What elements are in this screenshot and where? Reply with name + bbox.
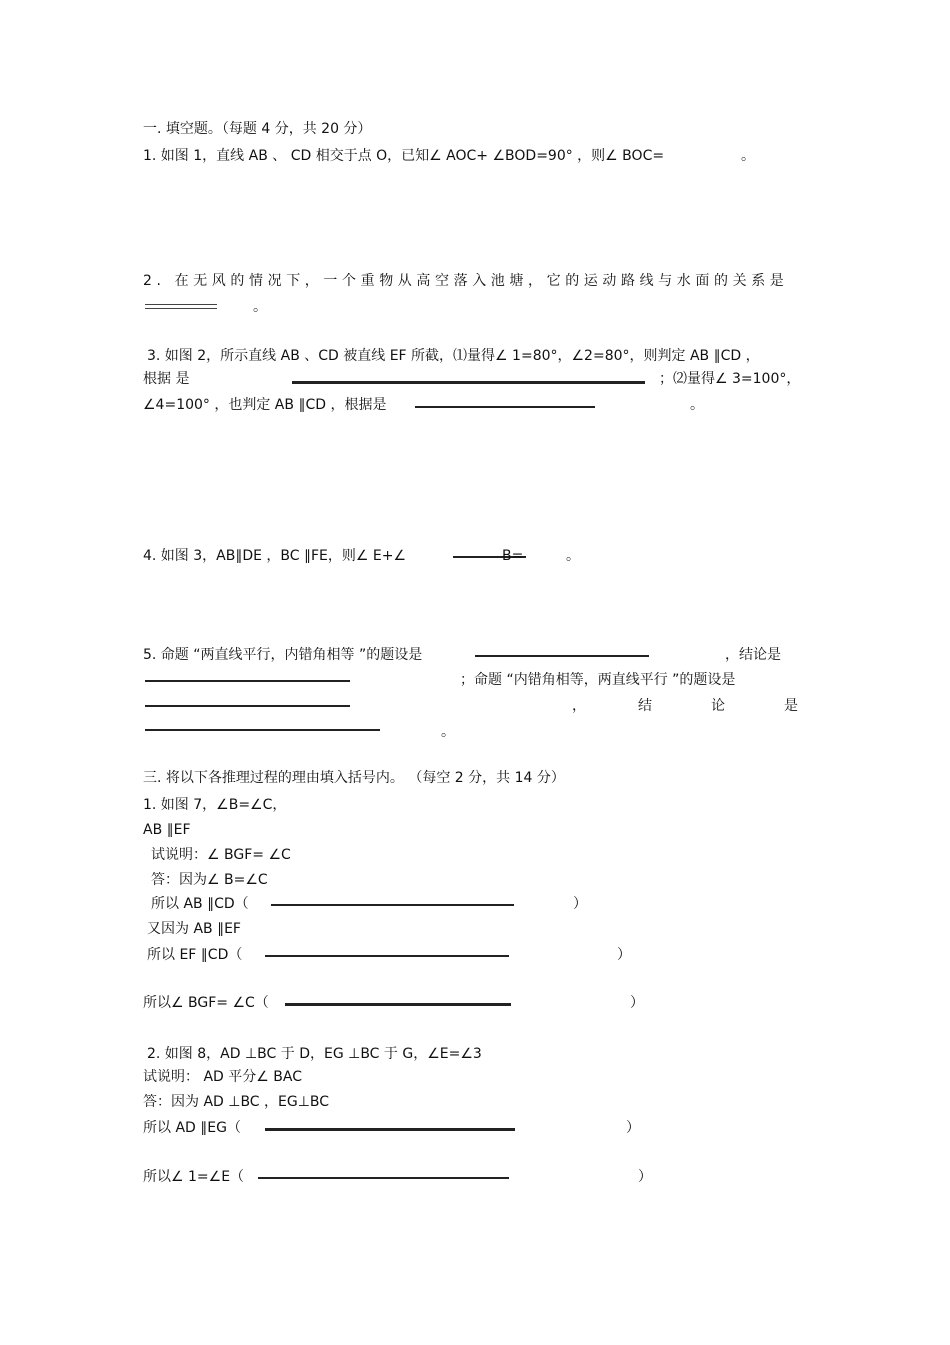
question-5-text-c: ；命题 “内错角相等，两直线平行 ”的题设是 (460, 672, 736, 688)
question-5-text-a: 5. 命题 “两直线平行，内错角相等 ”的题设是 (143, 647, 423, 663)
question-5-answer-blank-1[interactable] (475, 655, 649, 657)
question-3-end: 。 (690, 397, 704, 413)
proof-1-line5: 所以 AB ∥CD（ (151, 896, 249, 912)
proof-2-line3: 答：因为 AD ⊥BC ，EG⊥BC (143, 1094, 330, 1110)
question-2-text: 2. 在无风的情况下，一个重物从高空落入池塘，它的运动路线与水面的关系是 (143, 273, 789, 289)
question-5-end: 。 (441, 724, 455, 740)
proof-1-close-2: ） (617, 947, 631, 963)
question-3-answer-blank-1[interactable] (292, 381, 645, 384)
question-3-line1: 3. 如图 2，所示直线 AB 、CD 被直线 EF 所截，⑴量得∠ 1=80°，∠2=80°，则判定 AB ∥CD ， (147, 348, 760, 364)
proof-1-line8: 所以∠ BGF= ∠C（ (143, 995, 269, 1011)
section3-heading: 三. 将以下各推理过程的理由填入括号内。 （每空 2 分，共 14 分） (143, 770, 565, 786)
question-5-conclusion-label (638, 697, 798, 715)
question-3-basis-label: 根据 是 (143, 371, 190, 387)
section1-heading: 一. 填空题。（每题 4 分，共 20 分） (143, 121, 372, 137)
proof-1-line2: AB ∥EF (143, 822, 191, 838)
proof-2-line5: 所以∠ 1=∠E（ (143, 1169, 245, 1185)
proof-1-line1: 1. 如图 7，∠B=∠C， (143, 797, 287, 813)
proof-1-reason-blank-3[interactable] (285, 1003, 511, 1006)
question-1-text: 1. 如图 1，直线 AB 、 CD 相交于点 O，已知∠ AOC+ ∠BOD=90° ，则∠ BOC= (143, 148, 665, 164)
proof-1-line7: 所以 EF ∥CD（ (147, 947, 243, 963)
q5-char-1: 结 (638, 698, 652, 714)
proof-1-reason-blank-1[interactable] (271, 904, 514, 906)
proof-2-reason-blank-2[interactable] (258, 1177, 509, 1179)
proof-1-reason-blank-2[interactable] (265, 955, 509, 957)
proof-1-line3: 试说明：∠ BGF= ∠C (151, 847, 291, 863)
question-5-answer-blank-4[interactable] (145, 729, 380, 731)
proof-1-close-3: ） (630, 995, 644, 1011)
question-5-answer-blank-3[interactable] (145, 705, 350, 707)
proof-2-line2: 试说明： AD 平分∠ BAC (143, 1069, 302, 1085)
question-5-text-b: ，结论是 (725, 647, 781, 663)
question-5-comma: ， (572, 698, 586, 714)
question-4-text: 4. 如图 3，AB∥DE ，BC ∥FE，则∠ E+∠ (143, 548, 407, 564)
proof-1-line6: 又因为 AB ∥EF (147, 921, 241, 937)
question-3-line3: ∠4=100° ，也判定 AB ∥CD ，根据是 (143, 397, 387, 413)
question-2-end: 。 (253, 299, 267, 315)
proof-2-close-1: ） (626, 1120, 640, 1136)
proof-1-close-1: ） (573, 896, 587, 912)
proof-2-line4: 所以 AD ∥EG（ (143, 1120, 241, 1136)
proof-2-close-2: ） (638, 1169, 652, 1185)
question-1-end: 。 (741, 148, 755, 164)
q5-char-2: 论 (711, 698, 725, 714)
question-3-mid: ；⑵量得∠ 3=100°， (659, 371, 801, 387)
q5-char-3: 是 (784, 698, 798, 714)
question-3-answer-blank-2[interactable] (415, 406, 595, 408)
question-5-answer-blank-2[interactable] (145, 680, 350, 682)
proof-2-reason-blank-1[interactable] (265, 1128, 515, 1131)
question-2-answer-blank[interactable] (145, 304, 217, 309)
proof-1-line4: 答：因为∠ B=∠C (151, 872, 268, 888)
proof-2-line1: 2. 如图 8，AD ⊥BC 于 D，EG ⊥BC 于 G，∠E=∠3 (147, 1046, 482, 1062)
question-4-end: 。 (566, 548, 580, 564)
question-4-b: B= (502, 548, 524, 564)
